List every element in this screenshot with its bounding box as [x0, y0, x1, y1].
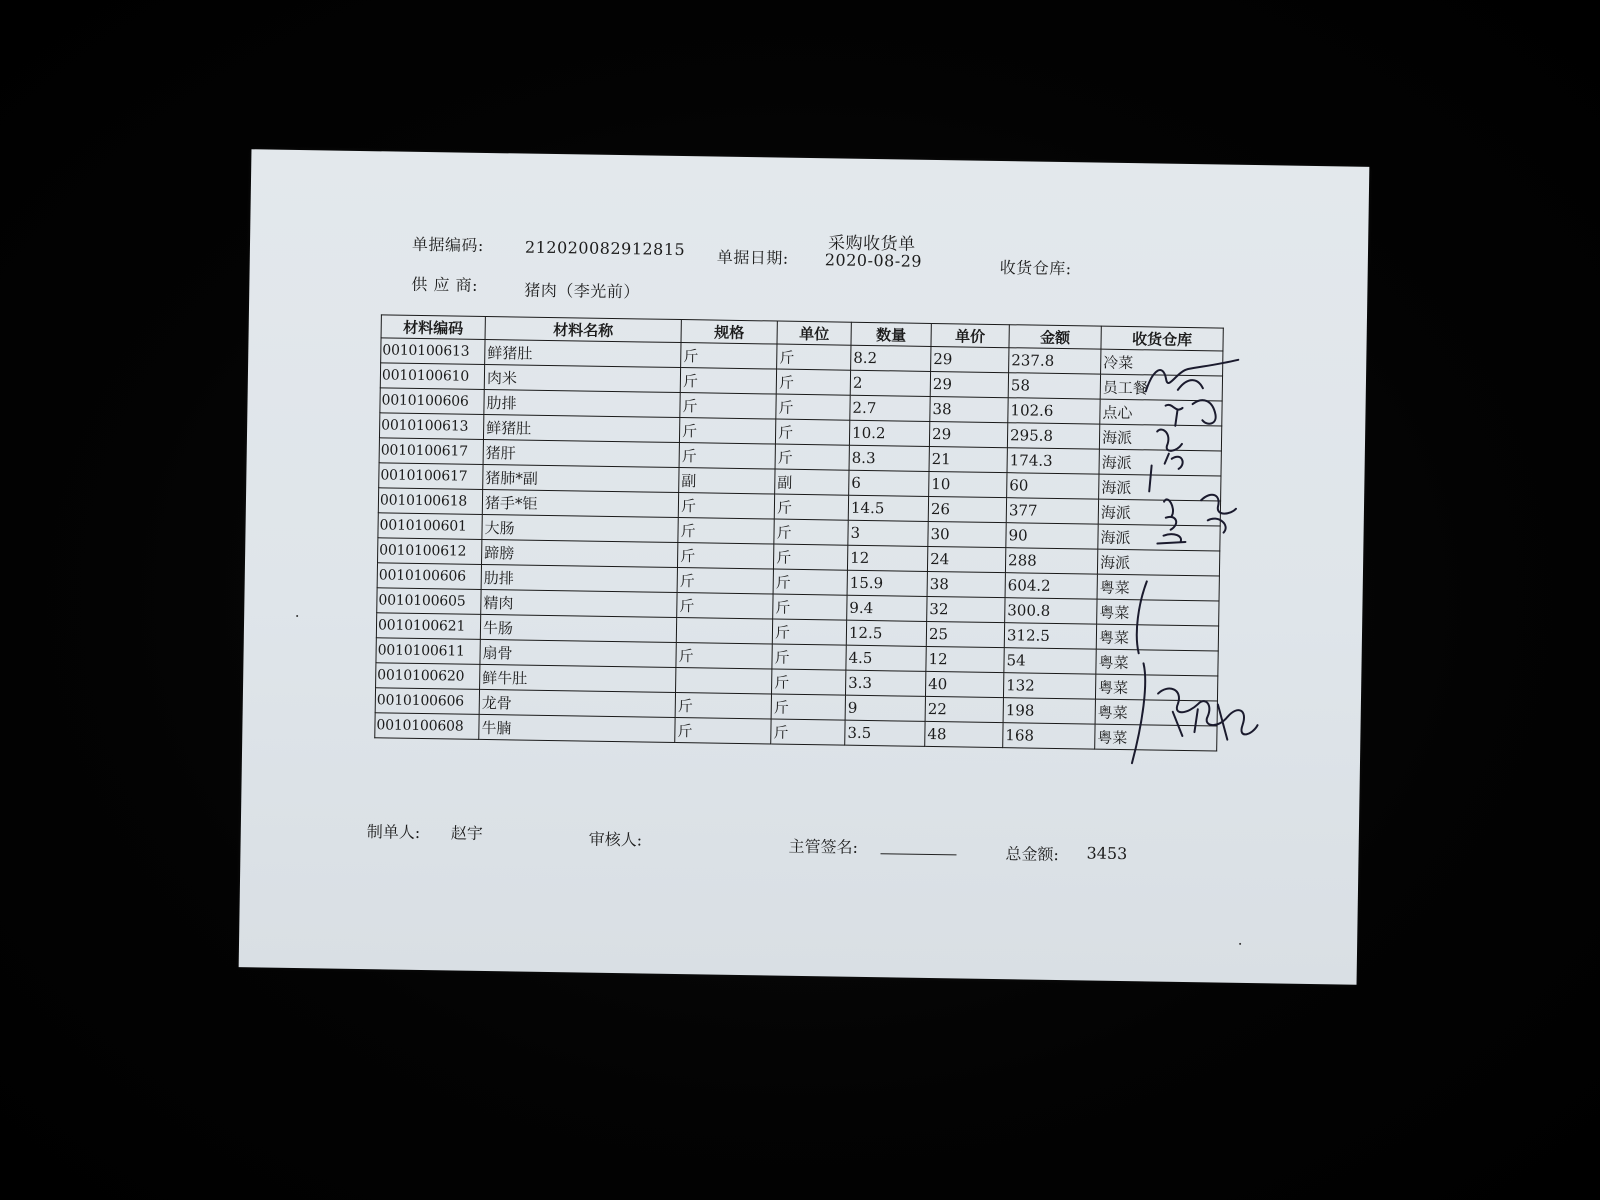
table-cell: 0010100613: [381, 338, 485, 365]
table-cell: 0010100617: [379, 438, 483, 465]
table-cell: 斤: [775, 444, 849, 470]
table-cell: 鲜猪肚: [483, 414, 679, 442]
doc-date-value: 2020-08-29: [824, 250, 923, 271]
doc-date-label: 单据日期:: [716, 247, 789, 268]
table-cell: 斤: [679, 443, 775, 470]
table-cell: 斤: [771, 719, 845, 745]
table-cell: 斤: [771, 694, 845, 720]
table-cell: 0010100606: [375, 688, 479, 715]
table-cell: 斤: [773, 569, 847, 595]
table-cell: 604.2: [1005, 573, 1097, 599]
table-cell: 0010100605: [377, 588, 481, 615]
table-cell: 14.5: [848, 495, 928, 521]
table-cell: 斤: [772, 619, 846, 645]
table-cell: 员工餐: [1100, 374, 1222, 401]
table-cell: 扇骨: [480, 639, 676, 667]
table-cell: 斤: [773, 594, 847, 620]
table-cell: 海派: [1099, 474, 1221, 501]
table-cell: 粤菜: [1095, 724, 1217, 751]
column-header: 单位: [777, 321, 851, 345]
table-cell: 24: [927, 546, 1005, 572]
table-cell: 377: [1006, 498, 1098, 524]
table-cell: 10.2: [849, 420, 929, 446]
table-cell: 0010100612: [378, 538, 482, 565]
supplier-value: 猪肉（李光前）: [524, 280, 640, 302]
table-cell: 0010100610: [380, 363, 484, 390]
column-header: 材料编码: [381, 315, 485, 340]
paper-speck: [296, 615, 298, 617]
table-cell: 0010100621: [376, 613, 480, 640]
table-cell: 冷菜: [1101, 349, 1223, 376]
table-cell: 132: [1003, 673, 1095, 699]
table-cell: 鲜猪肚: [485, 339, 681, 367]
table-cell: 38: [930, 396, 1008, 422]
table-cell: 4.5: [846, 645, 926, 671]
table-cell: 斤: [680, 393, 776, 420]
table-cell: 斤: [676, 643, 772, 670]
table-cell: 斤: [775, 419, 849, 445]
table-cell: 斤: [776, 394, 850, 420]
table-cell: [676, 668, 772, 695]
table-cell: 海派: [1098, 499, 1220, 526]
table-cell: 30: [928, 521, 1006, 547]
table-cell: 102.6: [1008, 398, 1100, 424]
table-cell: 29: [931, 346, 1009, 372]
table-cell: 斤: [678, 493, 774, 520]
table-cell: 8.2: [851, 345, 931, 371]
table-cell: 0010100620: [376, 663, 480, 690]
doc-number-value: 212020082912815: [524, 237, 686, 260]
table-cell: 300.8: [1005, 598, 1097, 624]
table-cell: 3.5: [845, 720, 925, 746]
table-cell: 2: [850, 370, 930, 396]
table-cell: 237.8: [1009, 348, 1101, 374]
table-cell: 海派: [1098, 524, 1220, 551]
supervisor-signature-line: [880, 853, 956, 855]
table-cell: 斤: [677, 568, 773, 595]
paper-speck: [1239, 943, 1241, 945]
table-cell: 粤菜: [1096, 649, 1218, 676]
table-cell: 90: [1006, 523, 1098, 549]
table-cell: 12: [847, 545, 927, 571]
table-cell: 斤: [774, 519, 848, 545]
table-cell: 副: [679, 468, 775, 495]
table-cell: 斤: [678, 518, 774, 545]
table-cell: 54: [1004, 648, 1096, 674]
table-cell: 斤: [772, 644, 846, 670]
table-cell: 29: [929, 421, 1007, 447]
total-amount-value: 3453: [1086, 843, 1128, 864]
table-cell: 295.8: [1007, 423, 1099, 449]
warehouse-label: 收货仓库:: [999, 258, 1072, 279]
table-cell: 斤: [677, 593, 773, 620]
table-cell: 大肠: [482, 514, 678, 542]
column-header: 材料名称: [485, 316, 681, 342]
column-header: 规格: [681, 320, 777, 345]
table-cell: 9.4: [847, 595, 927, 621]
table-cell: 牛肠: [480, 614, 676, 642]
table-cell: 肉米: [484, 364, 680, 392]
document-title: 采购收货单: [827, 233, 916, 255]
supervisor-signature-label: 主管签名:: [788, 836, 859, 857]
table-cell: 0010100601: [378, 513, 482, 540]
table-cell: 26: [928, 496, 1006, 522]
table-cell: 174.3: [1007, 448, 1099, 474]
table-cell: 龙骨: [479, 689, 675, 717]
table-cell: 0010100606: [380, 388, 484, 415]
table-cell: 60: [1007, 473, 1099, 499]
table-cell: 斤: [772, 669, 846, 695]
table-cell: 斤: [777, 344, 851, 370]
table-cell: 猪肺*副: [483, 464, 679, 492]
table-cell: 海派: [1097, 549, 1219, 576]
table-cell: 斤: [679, 418, 775, 445]
table-cell: 40: [925, 671, 1003, 697]
supplier-label: 供 应 商:: [411, 274, 479, 295]
table-cell: 12.5: [846, 620, 926, 646]
maker-value: 赵宇: [450, 823, 483, 843]
table-cell: 0010100608: [375, 713, 479, 740]
table-cell: 点心: [1100, 399, 1222, 426]
table-cell: 58: [1008, 373, 1100, 399]
table-cell: 38: [927, 571, 1005, 597]
table-cell: 0010100613: [379, 413, 483, 440]
reviewer-label: 审核人:: [588, 829, 643, 850]
table-cell: 斤: [677, 543, 773, 570]
column-header: 金额: [1009, 325, 1101, 349]
receipt-paper: [239, 149, 1370, 984]
table-cell: 198: [1003, 698, 1095, 724]
table-cell: 斤: [774, 494, 848, 520]
table-cell: 2.7: [850, 395, 930, 421]
table-cell: 0010100606: [377, 563, 481, 590]
table-cell: 蹄膀: [482, 539, 678, 567]
table-cell: 斤: [680, 368, 776, 395]
maker-label: 制单人:: [366, 822, 421, 843]
table-cell: 牛腩: [479, 714, 675, 742]
table-cell: 3: [848, 520, 928, 546]
table-cell: 斤: [773, 544, 847, 570]
table-cell: 副: [775, 469, 849, 495]
table-cell: 粤菜: [1097, 574, 1219, 601]
table-cell: 8.3: [849, 445, 929, 471]
table-cell: 斤: [675, 692, 771, 719]
table-cell: 精肉: [481, 589, 677, 617]
table-cell: 29: [930, 371, 1008, 397]
table-cell: 9: [845, 695, 925, 721]
table-cell: 0010100618: [378, 488, 482, 515]
table-cell: 12: [926, 646, 1004, 672]
table-cell: 25: [926, 621, 1004, 647]
table-cell: 15.9: [847, 570, 927, 596]
table-cell: 10: [929, 471, 1007, 497]
column-header: 数量: [851, 322, 931, 346]
table-cell: 32: [927, 596, 1005, 622]
table-cell: 斤: [776, 369, 850, 395]
table-cell: 288: [1005, 548, 1097, 574]
table-cell: 6: [849, 470, 929, 496]
total-amount-label: 总金额:: [1005, 844, 1060, 865]
table-cell: 斤: [675, 717, 771, 744]
table-cell: 肋排: [484, 389, 680, 417]
table-cell: 鲜牛肚: [480, 664, 676, 692]
table-cell: 168: [1003, 723, 1095, 749]
table-cell: 3.3: [845, 670, 925, 696]
table-cell: 粤菜: [1097, 599, 1219, 626]
table-cell: 海派: [1099, 424, 1221, 451]
table-cell: 21: [929, 446, 1007, 472]
doc-number-label: 单据编码:: [411, 234, 485, 255]
table-cell: 0010100611: [376, 638, 480, 665]
table-cell: 猪手*钜: [482, 489, 678, 517]
column-header: 单价: [931, 323, 1009, 347]
table-cell: 48: [925, 721, 1003, 747]
table-cell: 猪肝: [483, 439, 679, 467]
table-cell: 22: [925, 696, 1003, 722]
column-header: 收货仓库: [1101, 326, 1223, 351]
table-cell: 肋排: [481, 564, 677, 592]
table-cell: 312.5: [1004, 623, 1096, 649]
table-cell: 海派: [1099, 449, 1221, 476]
table-cell: 粤菜: [1096, 624, 1218, 651]
table-cell: 粤菜: [1095, 674, 1217, 701]
table-cell: 粤菜: [1095, 699, 1217, 726]
table-cell: 0010100617: [379, 463, 483, 490]
table-cell: [676, 618, 772, 645]
items-table: [374, 314, 1224, 751]
table-cell: 斤: [681, 343, 777, 370]
